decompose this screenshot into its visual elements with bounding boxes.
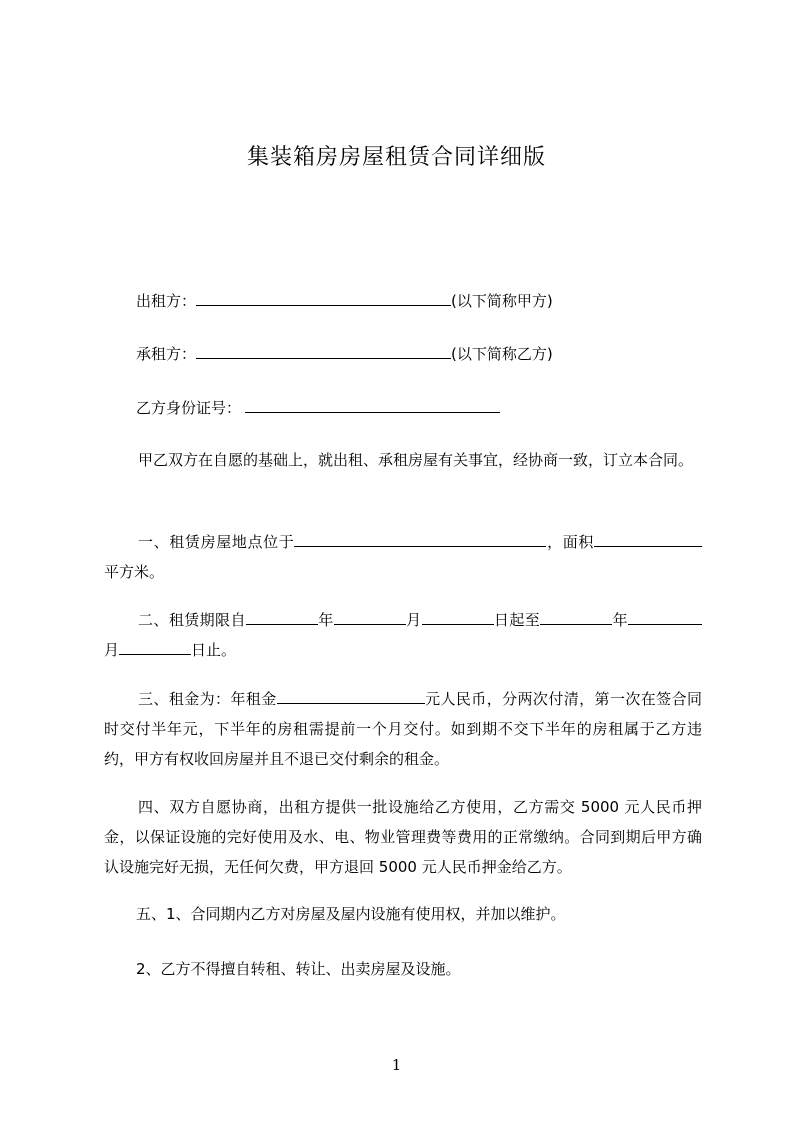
id-blank[interactable] — [245, 397, 500, 413]
area-blank-a[interactable] — [594, 531, 688, 547]
clause-5-1: 五、1、合同期内乙方对房屋及屋内设施有使用权，并加以维护。 — [136, 905, 566, 923]
clause-1-area-label: ，面积 — [546, 533, 594, 551]
clause-3 — [104, 684, 702, 774]
start-year-label: 年 — [317, 611, 334, 629]
location-blank[interactable] — [294, 531, 546, 547]
start-year-blank[interactable] — [246, 609, 318, 625]
area-blank-b[interactable] — [688, 531, 702, 547]
clause-1-unit: 平方米。 — [104, 563, 165, 581]
lessee-line — [136, 343, 553, 364]
start-month-label: 月 — [405, 611, 422, 629]
page-number: 1 — [391, 1056, 402, 1074]
end-year-label: 年 — [612, 611, 628, 629]
id-line — [136, 397, 500, 418]
clause-3-rent-label: 三、租金为：年租金 — [138, 690, 277, 708]
end-day-label: 日止。 — [191, 641, 237, 659]
clause-2 — [104, 605, 702, 665]
lessor-label: 出租方： — [136, 292, 197, 310]
end-day-blank[interactable] — [119, 639, 191, 655]
clause-4: 四、双方自愿协商，出租方提供一批设施给乙方使用，乙方需交 5000 元人民币押金，以保证设施的完好使用及水、电、物业管理费等费用的正常缴纳。合同到期后甲方确认设施完好无损，无任何欠费，甲方退回 5000 元人民币押金给乙方。 — [104, 798, 702, 876]
lessee-note: (以下简称乙方) — [451, 345, 553, 363]
start-day-blank[interactable] — [422, 609, 494, 625]
end-month-blank-b[interactable] — [692, 609, 702, 625]
lessor-note: (以下简称甲方) — [451, 292, 553, 310]
clause-5-2: 2、乙方不得擅自转租、转让、出卖房屋及设施。 — [136, 960, 461, 978]
lessee-label: 承租方： — [136, 345, 197, 363]
intro-paragraph: 甲乙双方在自愿的基础上，就出租、承租房屋有关事宜，经协商一致，订立本合同。 — [138, 451, 694, 469]
start-month-blank[interactable] — [334, 609, 406, 625]
annual-rent-blank[interactable] — [277, 688, 425, 704]
end-year-blank[interactable] — [540, 609, 612, 625]
id-label: 乙方身份证号： — [136, 399, 242, 417]
start-day-label: 日起至 — [493, 611, 541, 629]
lessee-blank[interactable] — [196, 343, 451, 359]
clause-1-location-label: 一、租赁房屋地点位于 — [138, 533, 295, 551]
lessor-blank[interactable] — [196, 290, 451, 306]
end-month-blank-a[interactable] — [628, 609, 692, 625]
end-month-label: 月 — [104, 641, 120, 659]
clause-2-label: 二、租赁期限自 — [138, 611, 246, 629]
clause-3-body: 元人民币，分两次付清，第一次在签合同时交付半年元，下半年的房租需提前一个月交付。如到期不交下半年的房租属于乙方违约，甲方有权收回房屋并且不退已交付剩余的租金。 — [104, 690, 702, 768]
document-title: 集装箱房房屋租赁合同详细版 — [246, 145, 546, 170]
lessor-line — [136, 290, 553, 311]
clause-1 — [104, 527, 702, 587]
